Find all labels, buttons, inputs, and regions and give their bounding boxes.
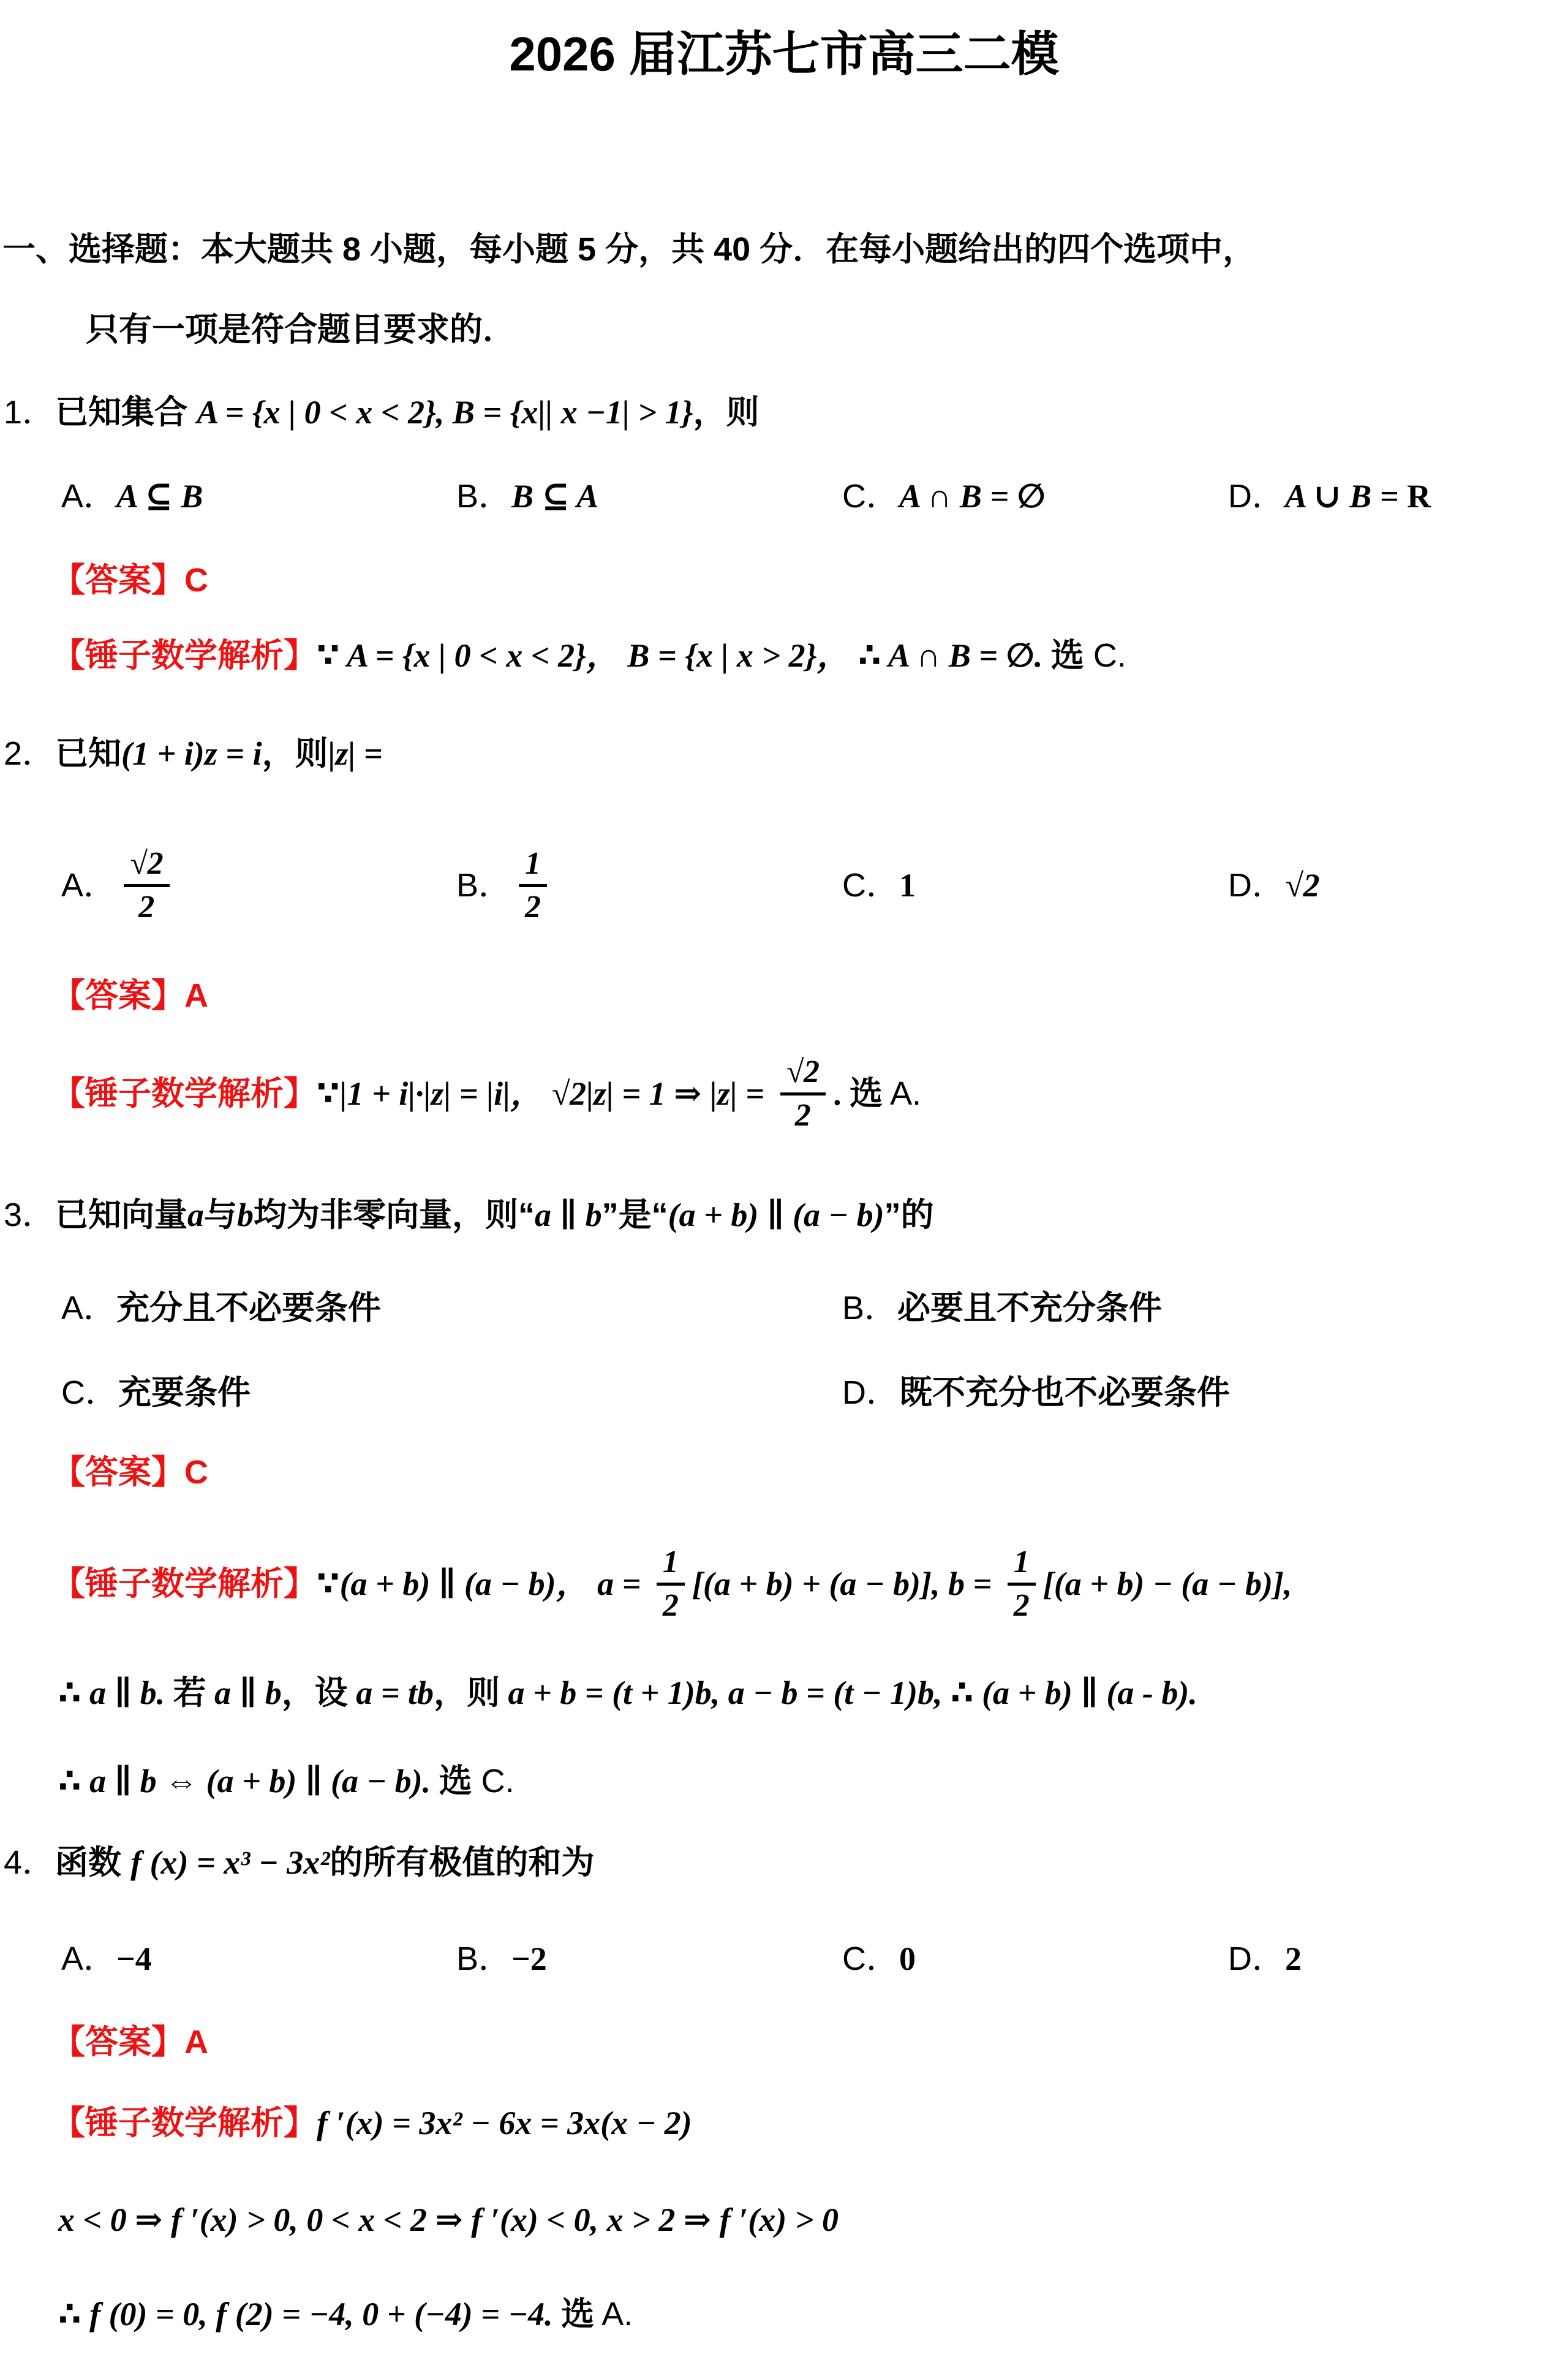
- text-segment: C.: [1084, 637, 1126, 674]
- text-segment: 选: [1050, 637, 1084, 674]
- text-segment: 函数: [55, 1844, 131, 1881]
- text-segment: 已知: [55, 735, 122, 772]
- text-segment: B．: [456, 1940, 512, 1977]
- text-segment: 充要条件: [118, 1374, 251, 1411]
- text-segment: 1．: [4, 394, 56, 431]
- fraction-denominator: 2: [138, 889, 155, 925]
- q3-option-b: [842, 1287, 1162, 1330]
- text-segment: |z| =: [328, 735, 383, 772]
- text-segment: 2: [1285, 1940, 1302, 1977]
- text-segment: C．: [842, 866, 899, 904]
- q3-analysis-line3: [58, 1760, 514, 1803]
- fraction-denominator: 2: [794, 1097, 811, 1133]
- text-segment: 均为非零向量，则“: [254, 1197, 535, 1233]
- text-segment: 3．: [4, 1197, 56, 1233]
- fraction-denominator: 2: [1013, 1587, 1030, 1623]
- stacked-fraction: [780, 1054, 826, 1134]
- text-segment: 【答案】: [52, 2024, 184, 2060]
- text-segment: A．: [61, 866, 117, 904]
- text-segment: 已知向量: [55, 1197, 188, 1233]
- q4-stem: [4, 1841, 594, 1884]
- text-segment: A．: [61, 1290, 117, 1326]
- text-segment: 1: [899, 866, 916, 904]
- q3-answer: [52, 1451, 208, 1494]
- q4-option-d: [1228, 1937, 1302, 1980]
- text-segment: B ⊆ A: [511, 478, 599, 515]
- text-segment: 既不充分也不必要条件: [899, 1374, 1230, 1411]
- text-segment: A ∩ B = ∅: [899, 478, 1046, 515]
- text-segment: 2．: [4, 735, 56, 772]
- text-segment: a + b = (t + 1)b, a − b = (t − 1)b, ∴ (a + b) ∥ (a - b).: [500, 1674, 1197, 1711]
- text-segment: x < 0 ⇒ f ′(x) > 0, 0 < x < 2 ⇒ f ′(x) < 0, x > 2 ⇒ f ′(x) > 0: [58, 2201, 839, 2238]
- q4-analysis-line2: [58, 2198, 839, 2241]
- text-segment: C: [184, 562, 208, 599]
- text-segment: ”的: [884, 1197, 934, 1233]
- q4-analysis-line3: [58, 2293, 633, 2336]
- text-segment: 【答案】: [52, 562, 184, 599]
- text-segment: A．: [61, 478, 117, 515]
- text-segment: 【锤子数学解析】: [52, 2105, 317, 2141]
- text-segment: R: [1407, 478, 1431, 515]
- text-segment: 选: [439, 1763, 472, 1799]
- text-segment: ∴ a ∥ b ⇔ (a + b) ∥ (a − b).: [58, 1763, 439, 1799]
- text-segment: D．: [842, 1374, 899, 1411]
- text-segment: a: [187, 1197, 205, 1233]
- q1-option-a: [61, 475, 203, 518]
- text-segment: ，设: [281, 1674, 348, 1711]
- q2-analysis-line1: [52, 1035, 921, 1152]
- text-segment: A: [184, 2024, 208, 2060]
- text-segment: 选: [561, 2296, 595, 2333]
- text-segment: 已知集合: [55, 394, 197, 431]
- text-segment: a ∥ b: [535, 1197, 602, 1233]
- fraction-numerator: 1: [657, 1544, 685, 1586]
- text-segment: 必要且不充分条件: [897, 1290, 1163, 1326]
- q1-option-d: [1228, 475, 1431, 518]
- text-segment: A ⊆ B: [116, 478, 203, 515]
- text-segment: ∵ A = {x | 0 < x < 2}， B = {x | x > 2}， ∴ A ∩ B = ∅.: [317, 637, 1051, 674]
- text-segment: [(a + b) + (a − b)], b =: [692, 1565, 1000, 1602]
- text-segment: ”是“: [601, 1197, 668, 1233]
- text-segment: 若: [173, 1674, 206, 1711]
- text-segment: √2: [1285, 866, 1320, 904]
- q2-option-d: [1228, 821, 1320, 950]
- text-segment: 【锤子数学解析】: [52, 1565, 317, 1602]
- fraction-numerator: √2: [780, 1054, 826, 1095]
- q4-answer: [52, 2021, 208, 2064]
- section-heading-line2: 只有一项是符合题目要求的．: [86, 311, 516, 348]
- q3-analysis-line1: [52, 1526, 1292, 1642]
- text-segment: f ′(x) = 3x² − 6x = 3x(x − 2): [317, 2105, 692, 2141]
- text-segment: a ∥ b: [206, 1674, 282, 1711]
- q4-option-c: [842, 1937, 916, 1980]
- text-segment: 【答案】: [52, 977, 184, 1014]
- text-segment: (1 + i)z = i: [121, 735, 262, 772]
- text-segment: b: [237, 1197, 254, 1233]
- text-segment: A.: [594, 2296, 633, 2333]
- text-segment: B．: [842, 1290, 898, 1326]
- text-segment: C．: [842, 1940, 899, 1977]
- q1-analysis-line1: [52, 634, 1126, 677]
- text-segment: A.: [883, 1075, 922, 1112]
- text-segment: A = {x | 0 < x < 2}, B = {x|| x −1| > 1}: [197, 394, 693, 431]
- text-segment: ，则: [693, 394, 760, 431]
- text-segment: [(a + b) − (a − b)],: [1042, 1565, 1292, 1602]
- fraction-numerator: 1: [1008, 1544, 1036, 1586]
- q4-option-b: [456, 1937, 547, 1980]
- text-segment: 【锤子数学解析】: [52, 637, 317, 674]
- text-segment: f (x) = x³ − 3x²: [130, 1844, 330, 1881]
- text-segment: B．: [456, 478, 512, 515]
- q3-option-c: [61, 1371, 251, 1414]
- text-segment: (a + b) ∥ (a − b): [668, 1197, 884, 1233]
- q3-option-d: [842, 1371, 1230, 1414]
- text-segment: .: [833, 1075, 850, 1112]
- q4-option-a: [61, 1937, 152, 1980]
- text-segment: ，则: [262, 735, 328, 772]
- text-segment: a = tb: [347, 1674, 434, 1711]
- text-segment: ∵|1 + i|·|z| = |i|， √2|z| = 1 ⇒ |z| =: [317, 1075, 773, 1112]
- text-segment: 充分且不必要条件: [116, 1290, 382, 1326]
- stacked-fraction: [657, 1544, 685, 1624]
- text-segment: C: [184, 1454, 208, 1491]
- fraction-denominator: 2: [525, 889, 541, 925]
- q1-stem: [4, 391, 759, 434]
- fraction-numerator: √2: [124, 846, 170, 887]
- text-segment: 选: [850, 1075, 883, 1112]
- text-segment: ，则: [434, 1674, 500, 1711]
- q3-stem: [4, 1194, 934, 1236]
- fraction-numerator: 1: [519, 846, 547, 887]
- text-segment: C．: [842, 478, 899, 515]
- text-segment: D．: [1228, 478, 1285, 515]
- text-segment: 与: [204, 1197, 238, 1233]
- text-segment: ∴ f (0) = 0, f (2) = −4, 0 + (−4) = −4.: [58, 2296, 562, 2333]
- q4-analysis-line1: [52, 2102, 692, 2144]
- text-segment: ∵(a + b) ∥ (a − b)， a =: [317, 1565, 649, 1602]
- stacked-fraction: [519, 846, 547, 926]
- q2-option-c: [842, 821, 916, 950]
- text-segment: B．: [456, 866, 512, 904]
- section-heading-line1: 一、选择题：本大题共 8 小题，每小题 5 分，共 40 分．在每小题给出的四个选项中，: [2, 231, 1256, 268]
- q3-option-a: [61, 1287, 381, 1330]
- q2-answer: [52, 974, 208, 1017]
- text-segment: −2: [511, 1940, 547, 1977]
- q3-analysis-line2: [58, 1671, 1197, 1714]
- text-segment: ∴ a ∥ b.: [58, 1674, 173, 1711]
- text-segment: 的所有极值的和为: [330, 1844, 595, 1881]
- text-segment: D．: [1228, 866, 1285, 904]
- text-segment: D．: [1228, 1940, 1285, 1977]
- q2-option-b: [456, 821, 554, 950]
- text-segment: A: [184, 977, 208, 1014]
- text-segment: C.: [472, 1763, 514, 1799]
- q2-option-a: [61, 821, 177, 950]
- stacked-fraction: [1008, 1544, 1036, 1624]
- q2-stem: [4, 732, 383, 775]
- text-segment: 【答案】: [52, 1454, 184, 1491]
- text-segment: C．: [61, 1374, 118, 1411]
- fraction-denominator: 2: [662, 1587, 679, 1623]
- q1-option-b: [456, 475, 598, 518]
- text-segment: A．: [61, 1940, 117, 1977]
- page-title: 2026 届江苏七市高三二模: [509, 27, 1059, 81]
- text-segment: 0: [899, 1940, 916, 1977]
- text-segment: −4: [116, 1940, 152, 1977]
- text-segment: 【锤子数学解析】: [52, 1075, 317, 1112]
- stacked-fraction: [124, 846, 170, 926]
- q1-answer: [52, 559, 208, 602]
- q1-option-c: [842, 475, 1046, 518]
- text-segment: A ∪ B =: [1285, 478, 1408, 515]
- text-segment: 4．: [4, 1844, 56, 1881]
